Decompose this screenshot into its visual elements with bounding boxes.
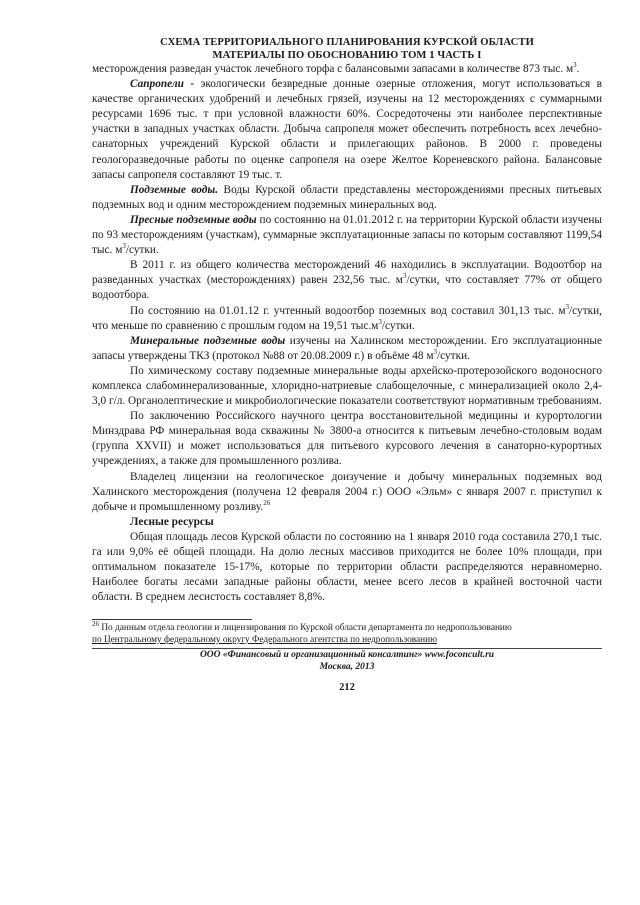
footnote: $^{26}$ По данным отдела геологии и лицензирования по Курской области департамента по недропользованию по Центральному федеральному округу Федерального агентства по недропользованию <box>92 620 512 645</box>
paragraph-conclusion: По заключению Российского научного центра восстановительной медицины и курортологии Минздрава РФ минеральная вода скважины № 3800-а относится к питьевым лечебно-столовым водам (группа XXVII) и может использоваться для питьевого курсового лечения в санаторно-курортных учреждениях, а также для промышленного розлива. <box>92 410 602 468</box>
footnote-ref: 26 <box>263 498 271 507</box>
page-number: 212 <box>339 682 355 694</box>
term-sapropel: Сапропели - <box>130 78 195 91</box>
footer-company: ООО «Финансовый и организационный консалтинг» www.foconcult.ru <box>199 650 495 661</box>
paragraph-mineral-water: Минеральные подземные воды изучены на Халинском месторождении. Его эксплуатационные запасы утверждены ТКЗ (протокол №88 от 20.08.2009 г.) в объёме 48 $м^3$/сутки. <box>92 334 603 362</box>
term-groundwater: Подземные воды. <box>130 183 219 196</box>
footnote-separator <box>92 619 252 620</box>
header-title: СХЕМА ТЕРРИТОРИАЛЬНОГО ПЛАНИРОВАНИЯ КУРСКОЙ ОБЛАСТИ <box>160 37 534 48</box>
section-heading-forest: Лесные ресурсы <box>130 515 214 528</box>
paragraph-license-owner: Владелец лицензии на геологическое доизучение и добычу минеральных подземных вод Халинского месторождения (получена 12 февраля 2004 г.) ООО «Эльм» с января 2007 г. приступил к добыче и промышленному розливу.$^{26}$ <box>92 470 602 513</box>
document-page <box>92 36 602 693</box>
paragraph-2011: В 2011 г. из общего количества месторождений 46 находились в эксплуатации. Водоотбор на разведанных участках (месторождениях) равен 232,56 тыс. $м^3$/сутки, что составляет 77% от общего водоотбора. <box>92 259 602 302</box>
footer-city-year: Москва, 2013 <box>319 661 375 672</box>
paragraph-withdrawal: По состоянию на 01.01.12 г. учтенный водоотбор поземных вод составил 301,13 тыс. $м^3$/сутки, что меньше по сравнению с прошлым годом на 19,51 $тыс.м^3$/сутки. <box>92 302 602 332</box>
page-header <box>92 36 602 62</box>
paragraph-forest: Общая площадь лесов Курской области по состоянию на 1 января 2010 года составила 270,1 тыс. га или 9,0% её общей площади. На долю лесных массивов приходится не более 10% площади, при оптимальном показателе 15-17%, которые по территории области распределяются неравномерно. Наиболее богаты лесами западные районы области, менее всего лесов в крайней восточной части области. В среднем лесистость составляет 8,8%. <box>92 530 602 604</box>
term-fresh-water: Пресные подземные воды <box>130 213 257 226</box>
page-footer <box>92 648 602 673</box>
paragraph-fresh-water: Пресные подземные воды по состоянию на 01.01.2012 г. на территории Курской области изучены по 93 месторождениям (участкам), суммарные эксплуатационные запасы по которым составляют 1199,54 тыс. $м^3$/сутки. <box>92 213 602 257</box>
term-mineral-water: Минеральные подземные воды <box>130 334 286 347</box>
paragraph-sapropel: Сапропели - экологически безвредные донные озерные отложения, могут использоваться в качестве органических удобрений и лечебных грязей, изучены на 12 месторождениях с суммарными ресурсами 1696 тыс. т при условной влажности 60%. Сосредоточены эти наиболее перспективные участки в западных участках области. Добыча сапропеля может обеспечить потребность всех лечебно-санаторных учреждений Курской области и прилегающих районов. В 2000 г. проведены геологоразведочные работы по оценке сапропеля на озере Желтое Кореневского района. Балансовые запасы сапропеля составляют 19 тыс. т. <box>92 78 602 181</box>
paragraph-peat: месторождения разведан участок лечебного торфа с балансовыми запасами в количестве 873 тыс. $м^3$. <box>92 61 580 75</box>
paragraph-groundwater: Подземные воды. Воды Курской области представлены месторождениями пресных питьевых подземных вод и одним месторождением подземных минеральных вод. <box>92 183 602 211</box>
header-subtitle: МАТЕРИАЛЫ ПО ОБОСНОВАНИЮ ТОМ 1 ЧАСТЬ I <box>212 50 482 61</box>
paragraph-chemistry: По химическому составу подземные минеральные воды архейско-протерозойского водоносного комплекса слабоминерализованные, хлоридно-натриевые слабощелочные, с минерализацией около 2,4-3,0 г/л. Органолептические и микробиологические показатели соответствуют нормативным требованиям. <box>92 364 602 408</box>
